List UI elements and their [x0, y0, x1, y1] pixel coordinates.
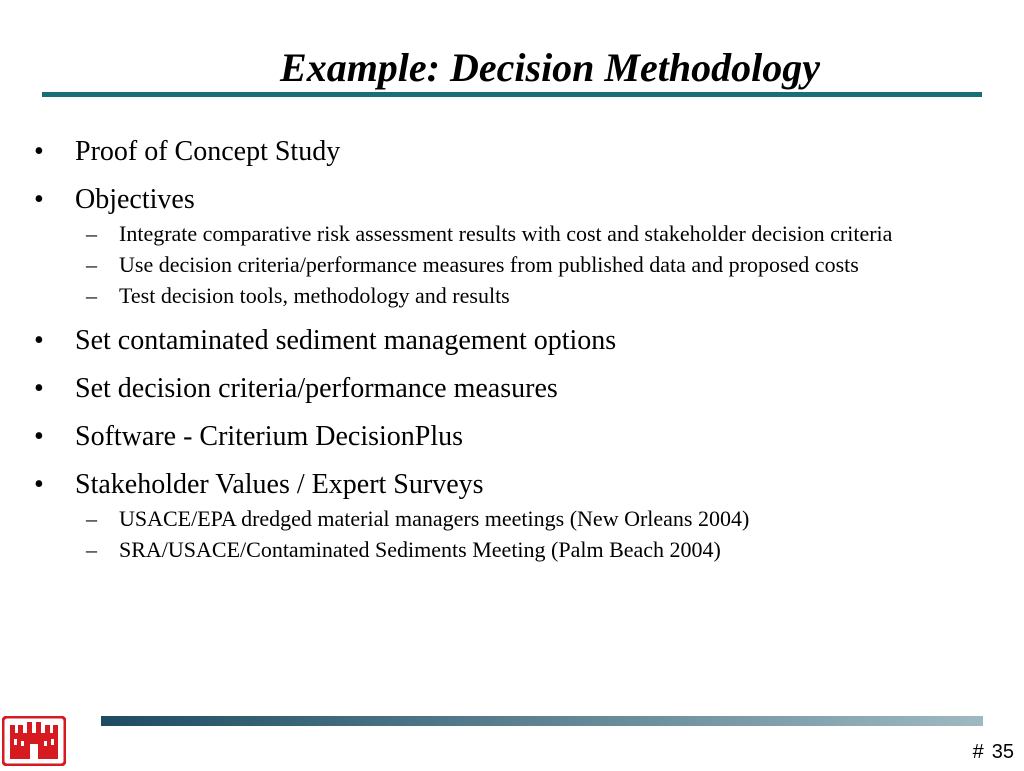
- sub-item-use-criteria: [79, 250, 1024, 280]
- sub-marker: –: [86, 283, 97, 308]
- bullet-item-management-options: [34, 323, 1024, 359]
- page-number: [973, 740, 1014, 764]
- castle-icon: [2, 716, 66, 766]
- footer-gradient-bar: [101, 716, 983, 726]
- sub-item-usace-epa-meetings: [79, 504, 1024, 534]
- objectives-sublist: [79, 219, 1024, 311]
- stakeholder-sublist: [79, 504, 1024, 565]
- bullet-marker: •: [34, 373, 44, 404]
- sub-item-text: Use decision criteria/performance measures from published data and proposed costs: [119, 252, 859, 277]
- bullet-item-stakeholder-values: [34, 467, 1024, 503]
- page-symbol: #: [972, 741, 984, 763]
- bullet-marker: •: [34, 325, 44, 356]
- sub-item-text: Integrate comparative risk assessment results with cost and stakeholder decision criteria: [119, 221, 893, 246]
- slide-title: Example: Decision Methodology: [280, 45, 820, 90]
- bullet-marker: •: [34, 469, 44, 500]
- sub-marker: –: [86, 537, 97, 562]
- sub-item-integrate: [79, 219, 1024, 249]
- bullet-marker: •: [34, 136, 44, 167]
- bullet-text: Set contaminated sediment management options: [75, 325, 617, 356]
- bullet-marker: •: [34, 421, 44, 452]
- sub-marker: –: [86, 252, 97, 277]
- sub-item-sra-meeting: [79, 535, 1024, 565]
- bullet-text: Objectives: [75, 184, 195, 215]
- bullet-item-decision-criteria: [34, 371, 1024, 407]
- bullet-text: Stakeholder Values / Expert Surveys: [75, 469, 484, 500]
- sub-item-text: USACE/EPA dredged material managers meetings (New Orleans 2004): [119, 506, 750, 531]
- stakeholder-sublist-wrapper: [34, 504, 1024, 565]
- bullet-marker: •: [34, 184, 44, 215]
- sub-item-text: SRA/USACE/Contaminated Sediments Meeting (Palm Beach 2004): [119, 537, 721, 562]
- title-rule: [42, 92, 982, 97]
- bullet-text: Set decision criteria/performance measures: [75, 373, 558, 404]
- sub-marker: –: [86, 221, 97, 246]
- bullet-item-software: [34, 419, 1024, 455]
- bullet-text: Software - Criterium DecisionPlus: [75, 421, 464, 452]
- bullet-item-objectives: [34, 182, 1024, 218]
- page-number-value: 35: [991, 741, 1014, 763]
- bullet-text: Proof of Concept Study: [75, 136, 341, 167]
- sub-item-test-tools: [79, 281, 1024, 311]
- sub-marker: –: [86, 506, 97, 531]
- bullet-item-proof-of-concept: [34, 134, 1024, 170]
- objectives-sublist-wrapper: [34, 219, 1024, 311]
- sub-item-text: Test decision tools, methodology and results: [119, 283, 510, 308]
- bullet-list: [34, 134, 1024, 565]
